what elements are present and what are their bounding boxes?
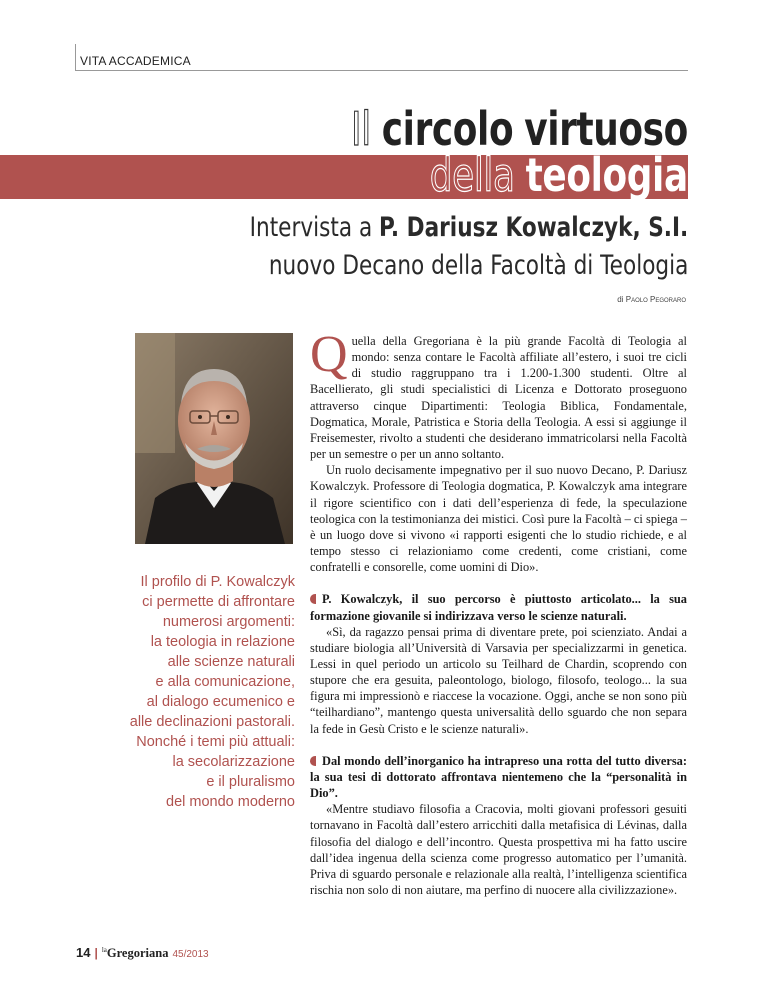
magazine-prefix: la: [101, 945, 107, 954]
byline: [617, 295, 686, 304]
magazine-name: [102, 946, 169, 960]
question-paragraph: [310, 753, 687, 801]
intro-paragraph: [310, 326, 687, 462]
title-word: circolo: [381, 102, 514, 156]
pull-quote: [100, 572, 295, 812]
subtitle-name: P. Dariusz Kowalczyk, S.I.: [378, 212, 688, 243]
intro-text: uella della Gregoriana è la più grande Facoltà di Teologia al mondo: senza contare le Facoltà affiliate all’estero, i suoi tre cicli di studio raggruppano tra i 1.200-1.300 studenti. Oltre al Bacellierato, gli studi specialistici di Licenza e Dottorato proseguono attraverso cinque Dipartimenti: Teologia Biblica, Fondamentale, Dogmatica, Morale, Patristica e Storia della Teologia. A essi si aggiunge il Freisemester, rivolto a studenti che desiderano immatricolarsi nella Facoltà per un semestre o per un anno soltanto.: [310, 334, 687, 462]
byline-prefix: di: [617, 295, 626, 304]
title-word: virtuoso: [524, 102, 688, 156]
drop-cap: Q: [310, 326, 348, 383]
pull-quote-line: Il profilo di P. Kowalczyk: [140, 574, 295, 590]
subtitle-line-1: [249, 212, 688, 243]
title-line-2: [430, 146, 688, 204]
portrait-photo: [135, 333, 293, 544]
article-body: [310, 326, 687, 898]
title-word: della: [429, 148, 515, 202]
pull-quote-line: alle declinazioni pastorali.: [129, 714, 295, 730]
paragraph: Un ruolo decisamente impegnativo per il suo nuovo Decano, P. Dariusz Kowalczyk. Professore di Teologia dogmatica, P. Kowalczyk ama integrare il rigore scientifico con i dati dell’esperienza di fede, la speculazione teologica con la testimonianza dei mistici. Così pure la Facoltà – ci spiega – è un luogo dove si vivono «i rapporti esigenti che lo studio richiede, e al tempo stesso ci relazioniamo come credenti, come cristiani, come confratelli e consorelle, come uomini di Dio».: [310, 463, 687, 575]
pull-quote-line: e il pluralismo: [206, 774, 295, 790]
pull-quote-line: alle scienze naturali: [167, 654, 295, 670]
pull-quote-line: ci permette di affrontare: [142, 594, 295, 610]
footer-separator: |: [94, 946, 98, 960]
question-marker-icon: [310, 594, 316, 604]
page-footer: [76, 945, 209, 961]
title-word: teologia: [525, 148, 688, 202]
answer-paragraph: «Sì, da ragazzo pensai prima di diventare prete, poi scienziato. Andai a studiare biologia all’Università di Varsavia per specializzarmi in genetica. Lessi in quel periodo un articolo su Teilhard de Chardin, scoprendo con stupore che era gesuita, paleontologo, biologo, filosofo, teologo... la sua figura mi impressionò e riaccese la vocazione. Oggi, anche se non sono più “teilhardiano”, mantengo questa universalità dello sguardo che non separa la fede in Gesù Cristo e le scienze naturali».: [310, 624, 687, 736]
title-word: Il: [351, 102, 371, 156]
section-label: VITA ACCADEMICA: [80, 54, 191, 68]
subtitle-prefix: Intervista a: [249, 212, 379, 243]
question-text: Dal mondo dell’inorganico ha intrapreso una rotta del tutto diversa: la sua tesi di dottorato affrontava nientemeno che la “personalità in Dio”.: [310, 753, 687, 801]
question-text: P. Kowalczyk, il suo percorso è piuttosto articolato... la sua formazione giovanile si indirizzava verso le scienze naturali.: [310, 592, 687, 623]
issue-number: 45/2013: [172, 949, 209, 960]
magazine-title: Gregoriana: [106, 946, 169, 960]
pull-quote-line: al dialogo ecumenico e: [146, 694, 295, 710]
pull-quote-line: la teologia in relazione: [150, 634, 295, 650]
question-paragraph: [310, 591, 687, 623]
question-marker-icon: [310, 756, 316, 766]
page-number: 14: [76, 945, 91, 960]
pull-quote-line: la secolarizzazione: [172, 754, 295, 770]
pull-quote-line: del mondo moderno: [166, 794, 295, 810]
portrait-illustration: [135, 333, 293, 544]
subtitle-line-2: nuovo Decano della Facoltà di Teologia: [268, 250, 688, 281]
section-rule: [75, 70, 688, 71]
pull-quote-line: numerosi argomenti:: [162, 614, 295, 630]
byline-author: Paolo Pegoraro: [625, 295, 686, 304]
section-tick: [75, 44, 76, 71]
pull-quote-line: Nonché i temi più attuali:: [136, 734, 295, 750]
pull-quote-line: e alla comunicazione,: [155, 674, 295, 690]
answer-paragraph: «Mentre studiavo filosofia a Cracovia, molti giovani professori gesuiti tornavano in Facoltà dall’estero arricchiti dalla metafisica di Lévinas, dalla filosofia del dialogo e dell’incontro. Questa prospettiva mi ha fatto uscire dall’idea ingenua della scienza come progresso automatico per l’umanità. Priva di sguardo personale e relazionale alla realtà, l’intelligenza scientifica rischia non solo di non aiutare, ma perfino di nuocere alla civilizzazione».: [310, 802, 687, 897]
